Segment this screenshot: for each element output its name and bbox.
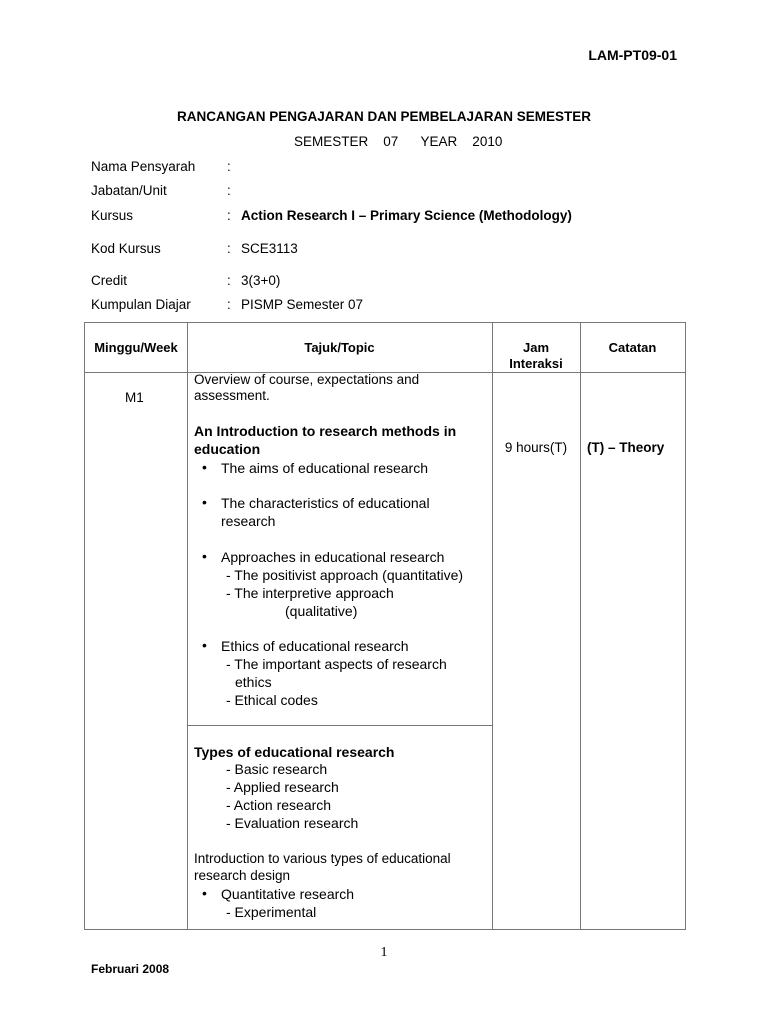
info-label-lecturer: Nama Pensyarah — [91, 159, 196, 174]
topic-bullet-approaches: Approaches in educational research — [221, 549, 445, 565]
topic-bullet-aims: The aims of educational research — [221, 460, 428, 476]
info-value-credit: 3(3+0) — [241, 273, 281, 288]
bullet-icon: • — [202, 885, 207, 901]
info-colon: : — [227, 273, 231, 288]
column-divider — [187, 323, 188, 929]
info-colon: : — [227, 159, 231, 174]
info-value-course: Action Research I – Primary Science (Methodology) — [241, 208, 572, 223]
header-week: Minggu/Week — [94, 340, 178, 355]
bullet-icon: • — [202, 494, 207, 510]
subitem-ethics-aspects: - The important aspects of research — [226, 656, 447, 672]
topic-heading-line2: education — [194, 441, 261, 457]
bullet-icon: • — [202, 459, 207, 475]
topic-heading-line1: An Introduction to research methods in — [194, 423, 457, 439]
subitem-ethical-codes: - Ethical codes — [226, 692, 318, 708]
column-divider — [492, 323, 493, 929]
info-value-group: PISMP Semester 07 — [241, 297, 364, 312]
header-hours-line2: Interaksi — [509, 356, 563, 371]
topic-bullet-ethics: Ethics of educational research — [221, 638, 409, 654]
subitem-action-research: - Action research — [226, 797, 332, 813]
subitem-basic-research: - Basic research — [226, 761, 328, 777]
subitem-ethics-aspects-cont: ethics — [235, 674, 272, 690]
info-colon: : — [227, 241, 231, 256]
header-notes: Catatan — [608, 340, 657, 355]
design-intro-line1: Introduction to various types of educational — [194, 851, 451, 866]
info-label-department: Jabatan/Unit — [91, 183, 167, 198]
info-value-course-code: SCE3113 — [241, 241, 298, 256]
document-title: RANCANGAN PENGAJARAN DAN PEMBELAJARAN SEMESTER — [176, 109, 592, 124]
hours-cell: 9 hours(T) — [504, 440, 568, 455]
topic-bullet-characteristics-cont: research — [221, 513, 276, 529]
info-label-course-code: Kod Kursus — [91, 241, 161, 256]
topic-bullet-characteristics: The characteristics of educational — [221, 495, 430, 511]
info-colon: : — [227, 183, 231, 198]
topic-cell-divider — [187, 725, 492, 726]
topic-bullet-quantitative: Quantitative research — [221, 886, 355, 902]
info-label-credit: Credit — [91, 273, 128, 288]
subitem-positivist: - The positivist approach (quantitative) — [226, 567, 464, 583]
document-code: LAM-PT09-01 — [588, 47, 677, 63]
header-topic: Tajuk/Topic — [304, 340, 375, 355]
subitem-evaluation-research: - Evaluation research — [226, 815, 359, 831]
schedule-table — [84, 322, 686, 930]
subitem-applied-research: - Applied research — [226, 779, 339, 795]
week-cell: M1 — [125, 390, 144, 405]
info-colon: : — [227, 208, 231, 223]
info-label-course: Kursus — [91, 208, 134, 223]
subitem-experimental: - Experimental — [226, 904, 317, 920]
page-number: 1 — [380, 945, 388, 960]
types-heading: Types of educational research — [194, 744, 395, 760]
info-label-group: Kumpulan Diajar — [91, 297, 191, 312]
bullet-icon: • — [202, 548, 207, 564]
bullet-icon: • — [202, 637, 207, 653]
overview-text-line2: assessment. — [194, 388, 270, 403]
column-divider — [580, 323, 581, 929]
info-colon: : — [227, 297, 231, 312]
subitem-interpretive-cont: (qualitative) — [285, 603, 358, 619]
subitem-interpretive: - The interpretive approach — [226, 585, 394, 601]
overview-text-line1: Overview of course, expectations and — [194, 372, 420, 387]
semester-line: SEMESTER 07 YEAR 2010 — [294, 134, 503, 149]
design-intro-line2: research design — [194, 868, 291, 883]
footer-date: Februari 2008 — [91, 962, 170, 976]
notes-cell: (T) – Theory — [587, 440, 665, 455]
header-hours-line1: Jam — [522, 340, 550, 355]
